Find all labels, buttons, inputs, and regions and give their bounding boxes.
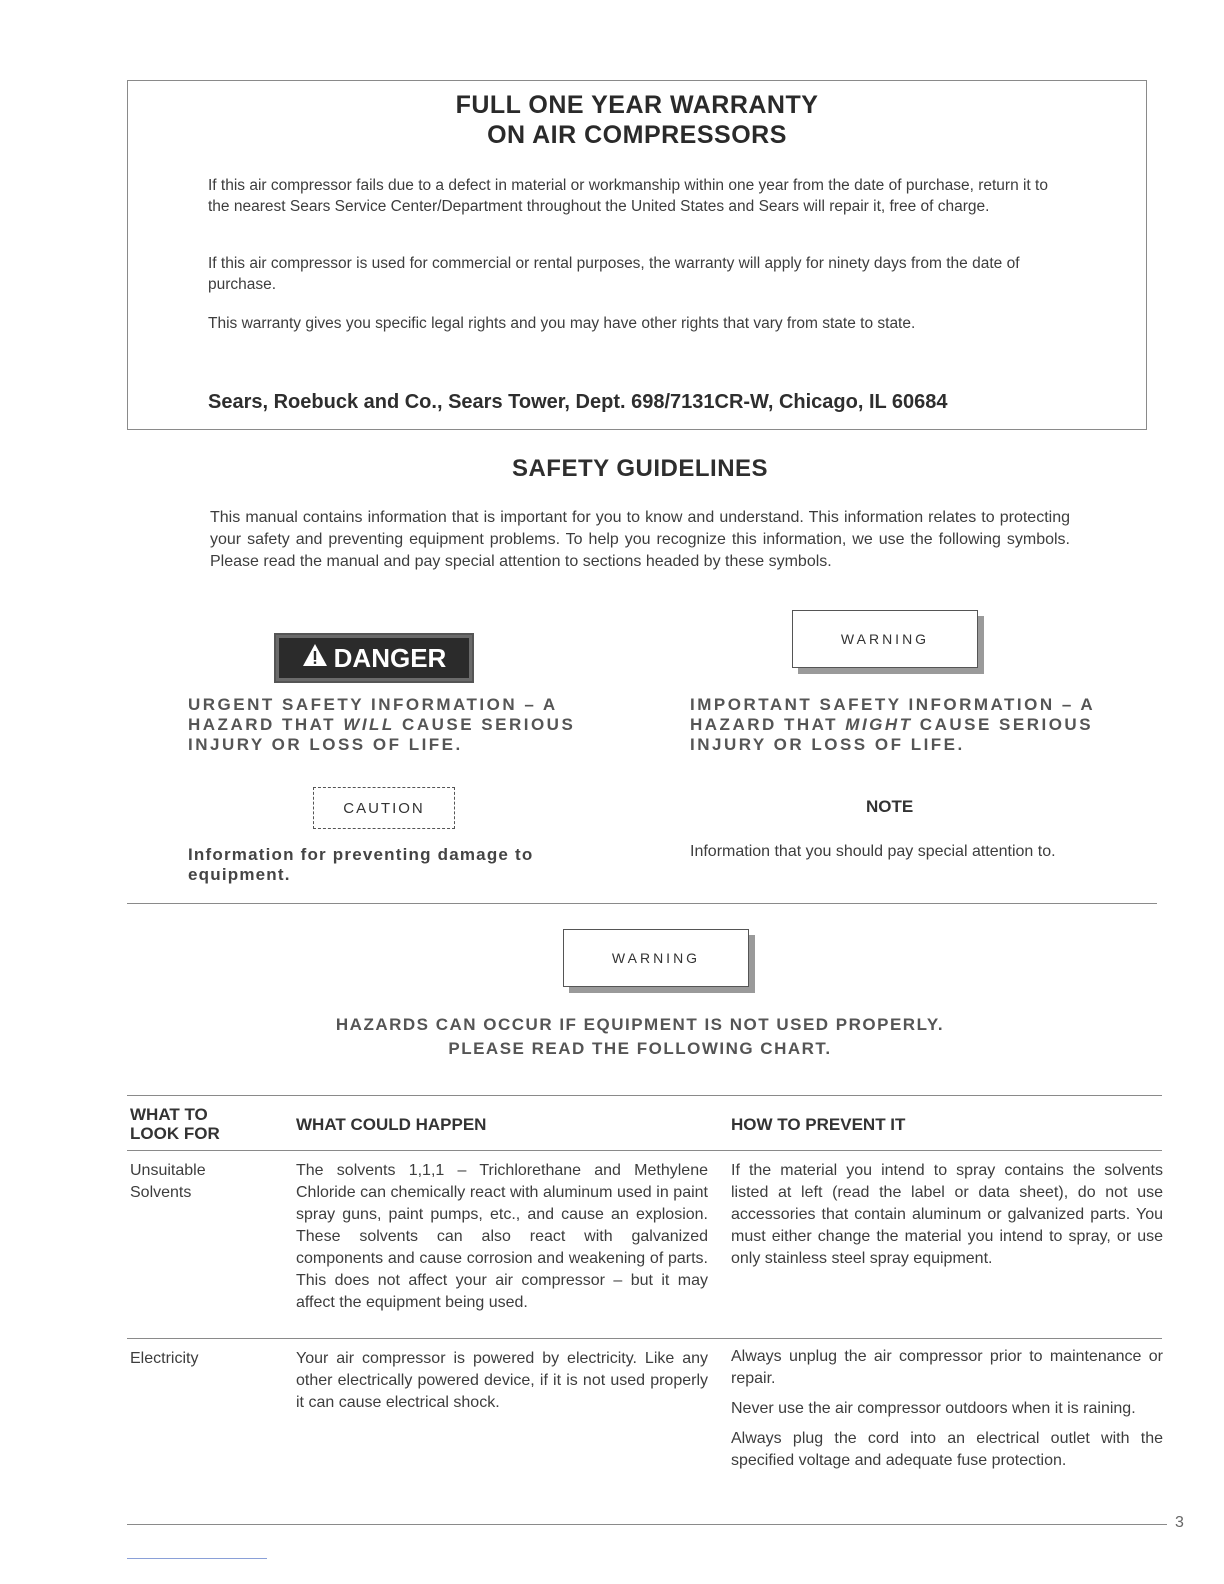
footer-mark — [127, 1558, 267, 1559]
chart-top-rule — [127, 1095, 1162, 1096]
section-divider — [127, 903, 1157, 904]
hazard-line-1: HAZARDS CAN OCCUR IF EQUIPMENT IS NOT USED PROPERLY. — [335, 1015, 945, 1034]
table-row-2-prevent — [731, 1346, 1163, 1480]
danger-description — [188, 695, 608, 755]
row1-prevent-item: If the material you intend to spray contains the solvents listed at left (read the label or data sheet), do not use accessories that contain aluminum or galvanized parts. You must either change the material you intend to spray, or use only stainless steel spray equipment. — [731, 1162, 1163, 1267]
safety-intro: This manual contains information that is important for you to know and understand. This information relates to protecting your safety and preventing equipment problems. To help you recognize this information, we use the following symbols. Please read the manual and pay special attention to sections headed by these symbols. — [210, 509, 1070, 570]
hazard-line-2: PLEASE READ THE FOLLOWING CHART. — [448, 1039, 832, 1058]
caution-label: CAUTION — [343, 799, 425, 817]
header-what-could-happen: WHAT COULD HAPPEN — [296, 1115, 487, 1134]
header-what-to-look-for — [130, 1105, 220, 1143]
header-how-to-prevent: HOW TO PREVENT IT — [731, 1115, 906, 1134]
warranty-box — [127, 80, 1147, 430]
warranty-title-line1: FULL ONE YEAR WARRANTY — [455, 91, 819, 119]
warning-description — [690, 695, 1110, 755]
warning-text-post: CAUSE SERIOUS INJURY OR LOSS OF LIFE. — [690, 715, 1094, 754]
warning-label: WARNING — [840, 631, 930, 647]
page-number: 3 — [1175, 1514, 1184, 1531]
warning-text-em: MIGHT — [845, 715, 913, 734]
hazard-warning-symbol — [563, 929, 749, 987]
danger-symbol — [274, 633, 474, 683]
caution-symbol — [313, 787, 455, 829]
table-row-1-prevent — [731, 1160, 1163, 1278]
warranty-title-line2: ON AIR COMPRESSORS — [487, 121, 787, 149]
danger-text-em: WILL — [343, 715, 395, 734]
warranty-address: Sears, Roebuck and Co., Sears Tower, Dept. 698/7131CR-W, Chicago, IL 60684 — [208, 391, 948, 413]
row2-prevent-item-2: Never use the air compressor outdoors when it is raining. — [731, 1400, 1136, 1417]
table-row-2-look-for: Electricity — [130, 1350, 199, 1367]
danger-text-post: CAUSE SERIOUS INJURY OR LOSS OF LIFE. — [188, 715, 576, 754]
table-row-1-look-for — [130, 1160, 206, 1204]
caution-description: Information for preventing damage to equipment. — [188, 845, 534, 884]
note-description: Information that you should pay special attention to. — [690, 843, 1056, 860]
chart-bottom-rule — [127, 1524, 1167, 1525]
row1-look-for-line2: Solvents — [130, 1184, 192, 1201]
chart-header-rule — [127, 1150, 1162, 1151]
warning-text-pre: IMPORTANT SAFETY INFORMATION – A HAZARD THAT — [690, 695, 1095, 734]
safety-heading: SAFETY GUIDELINES — [511, 455, 769, 482]
danger-label: DANGER — [333, 642, 447, 673]
header-col1-line1: WHAT TO — [130, 1105, 208, 1124]
warranty-paragraph-1: If this air compressor fails due to a defect in material or workmanship within one year from the date of purchase, return it to the nearest Sears Service Center/Department throughout the United States and Sears will repair it, free of charge. — [208, 177, 1048, 215]
row2-prevent-item-1: Always unplug the air compressor prior to maintenance or repair. — [731, 1348, 1163, 1387]
warranty-paragraph-3: This warranty gives you specific legal rights and you may have other rights that vary from state to state. — [208, 315, 916, 332]
header-col1-line2: LOOK FOR — [130, 1124, 220, 1143]
row1-look-for-line1: Unsuitable — [130, 1162, 206, 1179]
note-label: NOTE — [866, 797, 914, 816]
table-row-1-could-happen: The solvents 1,1,1 – Trichlorethane and Methylene Chloride can chemically react with aluminum used in paint spray guns, paint pumps, etc., and cause an explosion. These solvents can also react with galvanized components and cause corrosion and weakening of parts. This does not affect your air compressor – but it may affect the equipment being used. — [296, 1162, 708, 1311]
warranty-paragraph-2: If this air compressor is used for commercial or rental purposes, the warranty will apply for ninety days from the date of purchase. — [208, 255, 1020, 293]
danger-text-pre: URGENT SAFETY INFORMATION – A HAZARD THAT — [188, 695, 558, 734]
row2-prevent-item-3: Always plug the cord into an electrical outlet with the specified voltage and adequate fuse protection. — [731, 1430, 1163, 1469]
table-row-2-could-happen: Your air compressor is powered by electricity. Like any other electrically powered device, if it is not used properly it can cause electrical shock. — [296, 1350, 708, 1411]
chart-row-rule — [127, 1338, 1162, 1339]
hazard-warning-label: WARNING — [611, 950, 701, 966]
warning-symbol — [792, 610, 978, 668]
warning-triangle-icon — [302, 643, 328, 674]
